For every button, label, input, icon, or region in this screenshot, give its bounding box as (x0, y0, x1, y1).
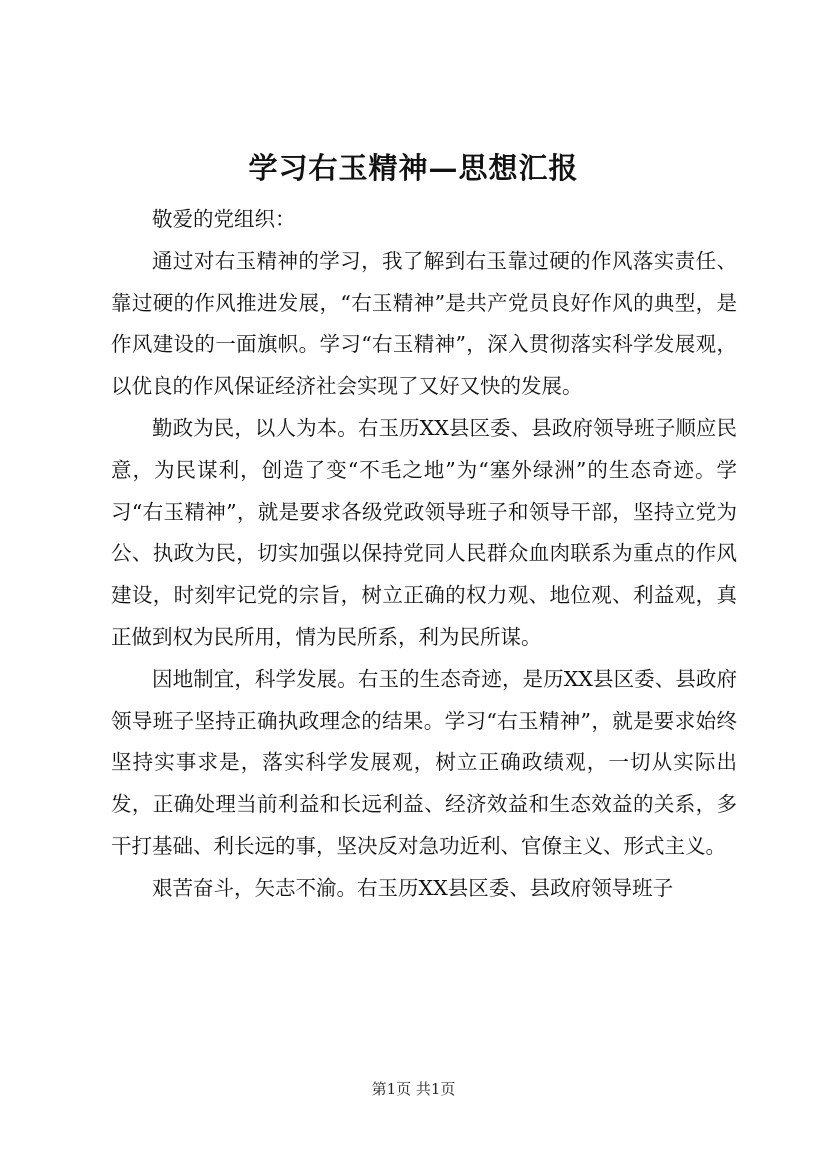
salutation: 敬爱的党组织： (152, 207, 296, 231)
paragraph-1: 通过对右玉精神的学习，我了解到右玉靠过硬的作风落实责任、靠过硬的作风推进发展，“右玉精神”是共产党员良好作风的典型，是作风建设的一面旗帜。学习“右玉精神”，深入贯彻落实科学发展观，以优良的作风保证经济社会实现了又好又快的发展。 (111, 248, 737, 399)
paragraph-3: 因地制宜，科学发展。右玉的生态奇迹，是历XX县区委、县政府领导班子坚持正确执政理念的结果。学习“右玉精神”，就是要求始终坚持实事求是，落实科学发展观，树立正确政绩观，一切从实际出发，正确处理当前利益和长远利益、经济效益和生态效益的关系，多干打基础、利长远的事，坚决反对急功近利、官僚主义、形式主义。 (111, 666, 737, 858)
page-footer (0, 1078, 827, 1099)
document-title: 学习右玉精神—思想汇报 (248, 151, 579, 185)
document-body (111, 199, 737, 910)
paragraph-4: 艰苦奋斗，矢志不渝。右玉历XX县区委、县政府领导班子 (152, 875, 674, 900)
page-number-label: 第1页 共1页 (371, 1080, 456, 1098)
paragraph-2: 勤政为民，以人为本。右玉历XX县区委、县政府领导班子顺应民意，为民谋利，创造了变“不毛之地”为“塞外绿洲”的生态奇迹。学习“右玉精神”，就是要求各级党政领导班子和领导干部，坚持立党为公、执政为民，切实加强以保持党同人民群众血肉联系为重点的作风建设，时刻牢记党的宗旨，树立正确的权力观、地位观、利益观，真正做到权为民所用，情为民所系，利为民所谋。 (111, 415, 737, 649)
